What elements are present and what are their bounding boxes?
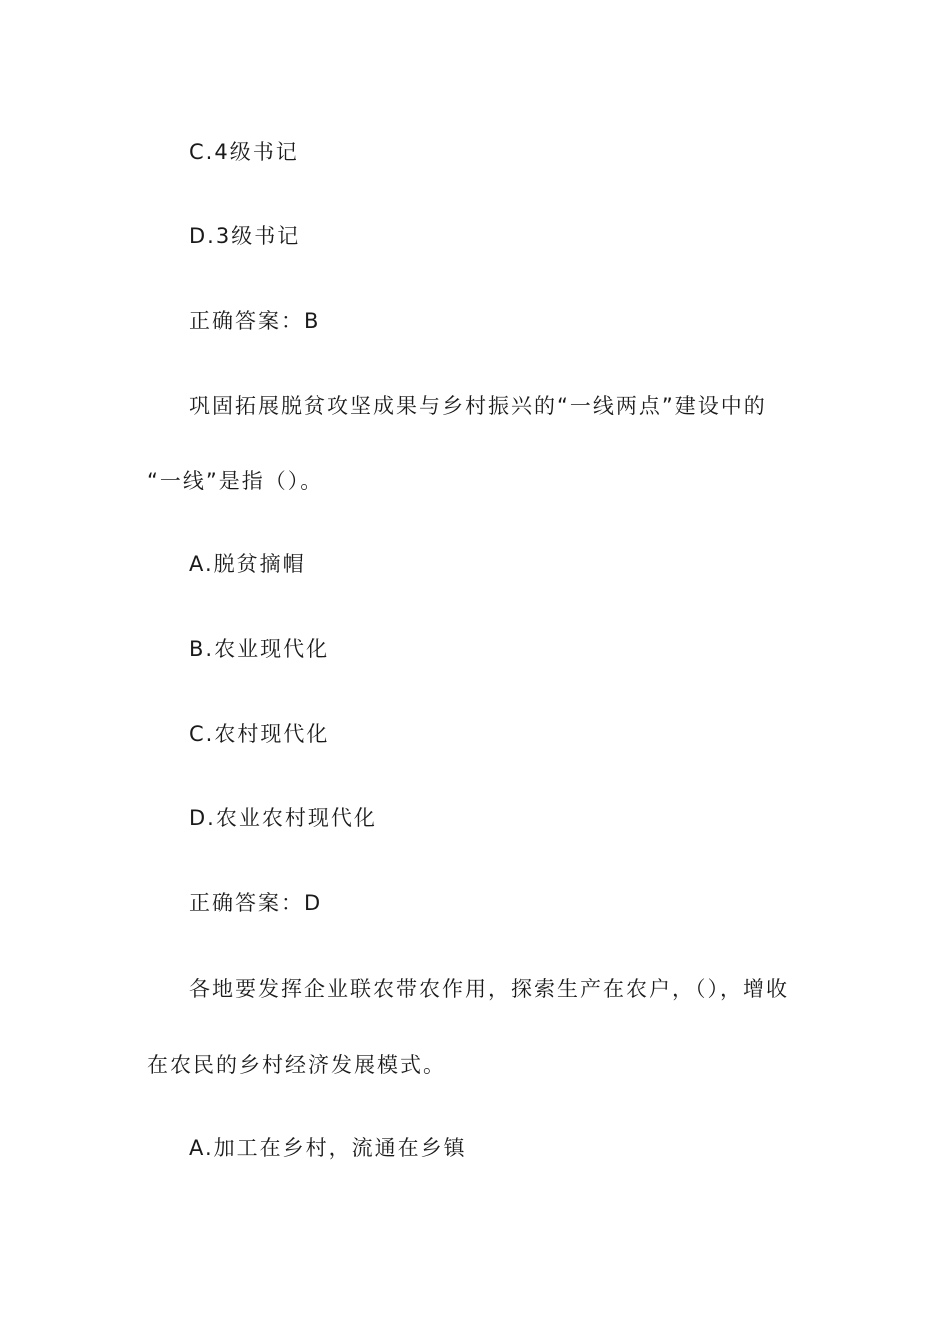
question-2-line-2: 在农民的乡村经济发展模式。 bbox=[147, 1053, 446, 1077]
question-1-option-d: D.农业农村现代化 bbox=[189, 806, 377, 830]
question-2-line-1: 各地要发挥企业联农带农作用，探索生产在农户，（），增收 bbox=[189, 977, 789, 1001]
question-1-option-a: A.脱贫摘帽 bbox=[189, 552, 306, 576]
option-d-prev: D.3级书记 bbox=[189, 224, 301, 248]
question-1-line-2: “一线”是指（）。 bbox=[147, 469, 324, 493]
question-1-option-c: C.农村现代化 bbox=[189, 722, 330, 746]
question-1-option-b: B.农业现代化 bbox=[189, 637, 330, 661]
question-2-option-a: A.加工在乡村，流通在乡镇 bbox=[189, 1136, 467, 1160]
answer-prev: 正确答案：B bbox=[189, 309, 321, 333]
question-1-line-1: 巩固拓展脱贫攻坚成果与乡村振兴的“一线两点”建设中的 bbox=[189, 394, 767, 418]
question-1-answer: 正确答案：D bbox=[189, 891, 323, 915]
option-c-prev: C.4级书记 bbox=[189, 140, 299, 164]
